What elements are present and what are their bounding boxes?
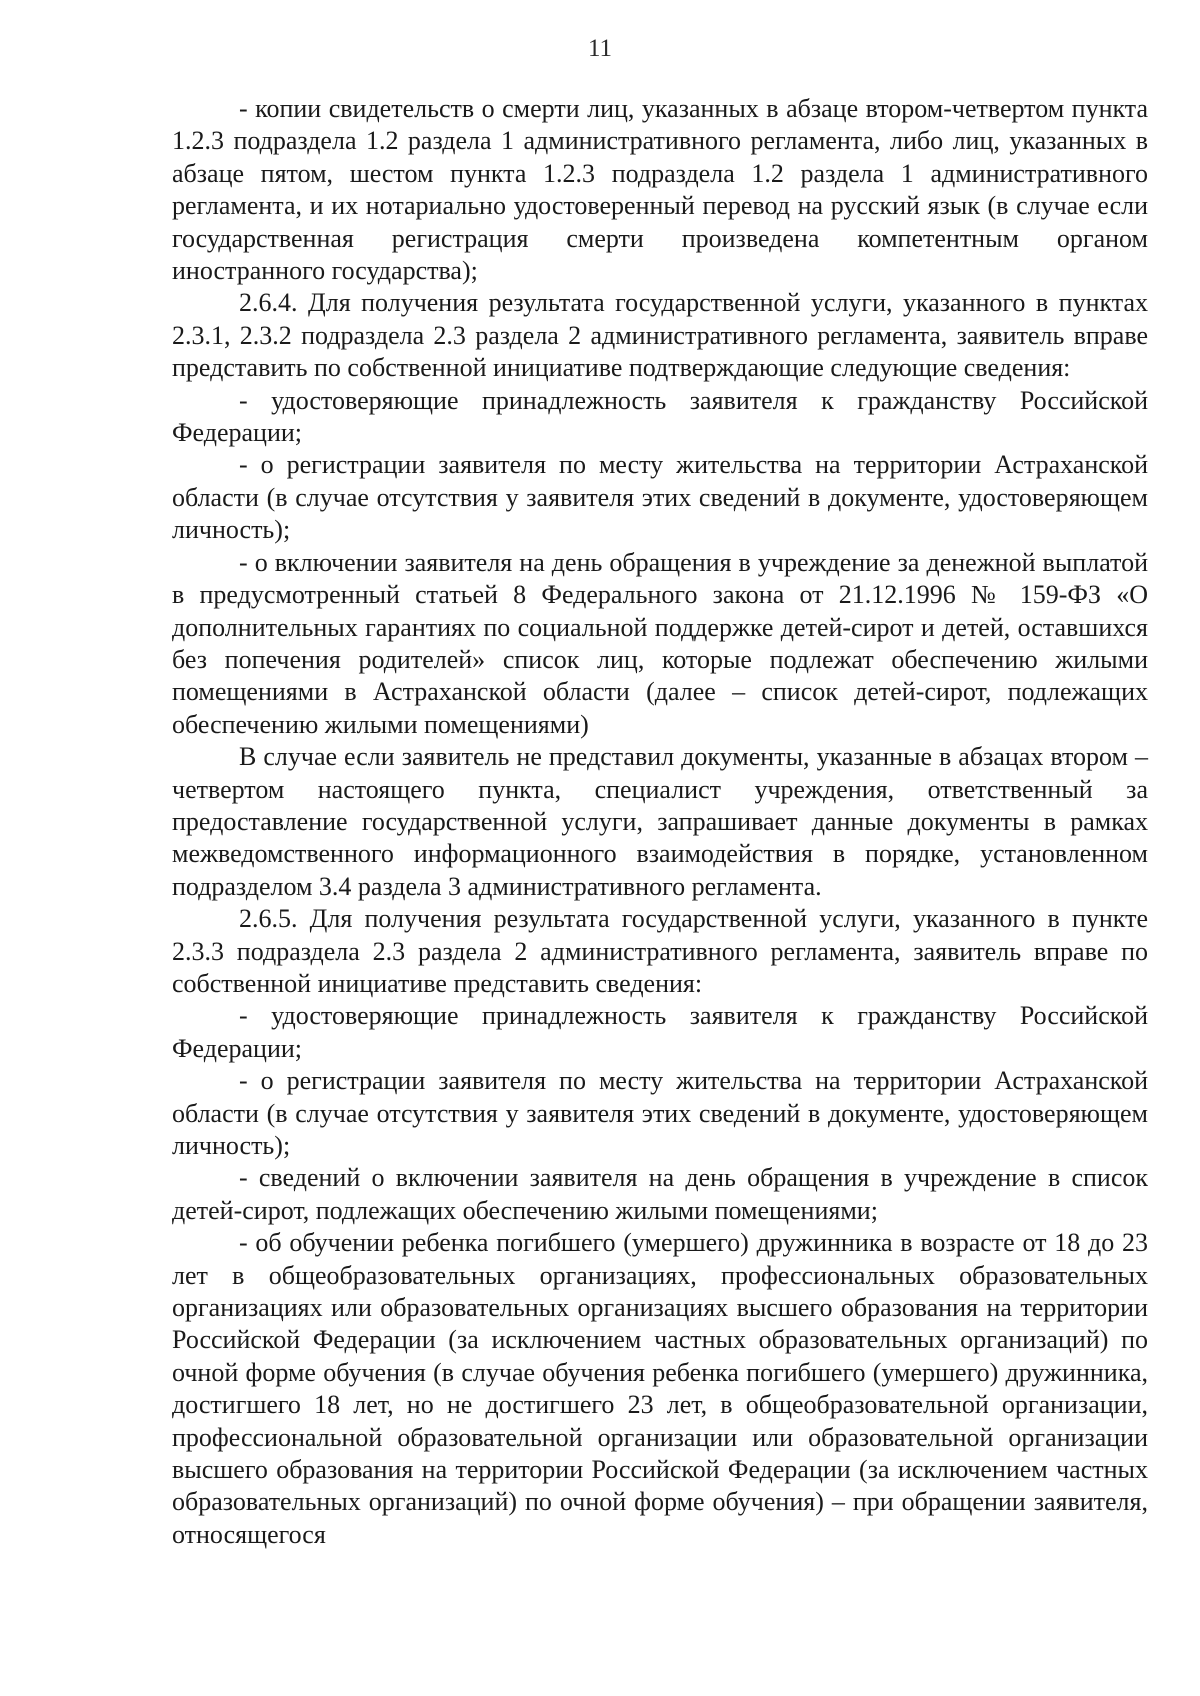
paragraph-2-6-5: 2.6.5. Для получения результата государственной услуги, указанного в пункте 2.3.3 подраздела 2.3 раздела 2 административного регламента, заявитель вправе по собственной инициативе представить сведения:: [172, 904, 1148, 998]
document-body: [172, 93, 1148, 1551]
paragraph-orphans-list: - о включении заявителя на день обращения в учреждение за денежной выплатой в предусмотренный статьей 8 Федерального закона от 21.12.1996 № 159-ФЗ «О дополнительных гарантиях по социальной поддержке детей-сирот и детей, оставшихся без попечения родителей» список лиц, которые подлежат обеспечению жилыми помещениями в Астраханской области (далее – список детей-сирот, подлежащих обеспечению жилыми помещениями): [172, 547, 1148, 739]
paragraph-2-6-4: 2.6.4. Для получения результата государственной услуги, указанного в пунктах 2.3.1, 2.3.2 подраздела 2.3 раздела 2 административного регламента, заявитель вправе представить по собственной инициативе подтверждающие следующие сведения:: [172, 288, 1148, 383]
paragraph-child-education: - об обучении ребенка погибшего (умершего) дружинника в возрасте от 18 до 23 лет в общеобразовательных организациях, профессиональных образовательных организациях или образовательных организациях высшего образования на территории Российской Федерации (за исключением частных образовательных организаций) по очной форме обучения (в случае обучения ребенка погибшего (умершего) дружинника, достигшего 18 лет, но не достигшего 23 лет, в общеобразовательной организации, профессиональной образовательной организации или образовательной организации высшего образования на территории Российской Федерации (за исключением частных образовательных организаций) по очной форме обучения) – при обращении заявителя, относящегося: [172, 1228, 1148, 1549]
page-number: 11: [587, 35, 613, 62]
paragraph-death-certificates: - копии свидетельств о смерти лиц, указанных в абзаце втором-четвертом пункта 1.2.3 подраздела 1.2 раздела 1 административного регламента, либо лиц, указанных в абзаце пятом, шестом пункта 1.2.3 подраздела 1.2 раздела 1 административного регламента, и их нотариально удостоверенный перевод на русский язык (в случае если государственная регистрация смерти произведена компетентным органом иностранного государства);: [172, 94, 1148, 286]
paragraph-registration-2: - о регистрации заявителя по месту жительства на территории Астраханской области (в случае отсутствия у заявителя этих сведений в документе, удостоверяющем личность);: [172, 1066, 1148, 1160]
paragraph-citizenship-2: - удостоверяющие принадлежность заявителя к гражданству Российской Федерации;: [172, 1001, 1148, 1063]
paragraph-orphans-list-2: - сведений о включении заявителя на день обращения в учреждение в список детей-сирот, подлежащих обеспечению жилыми помещениями;: [172, 1163, 1148, 1225]
paragraph-interagency-request: В случае если заявитель не представил документы, указанные в абзацах втором – четвертом настоящего пункта, специалист учреждения, ответственный за предоставление государственной услуги, запрашивает данные документы в рамках межведомственного информационного взаимодействия в порядке, установленном подразделом 3.4 раздела 3 административного регламента.: [172, 742, 1148, 901]
paragraph-citizenship: - удостоверяющие принадлежность заявителя к гражданству Российской Федерации;: [172, 385, 1148, 448]
paragraph-registration: - о регистрации заявителя по месту жительства на территории Астраханской области (в случае отсутствия у заявителя этих сведений в документе, удостоверяющем личность);: [172, 450, 1148, 545]
